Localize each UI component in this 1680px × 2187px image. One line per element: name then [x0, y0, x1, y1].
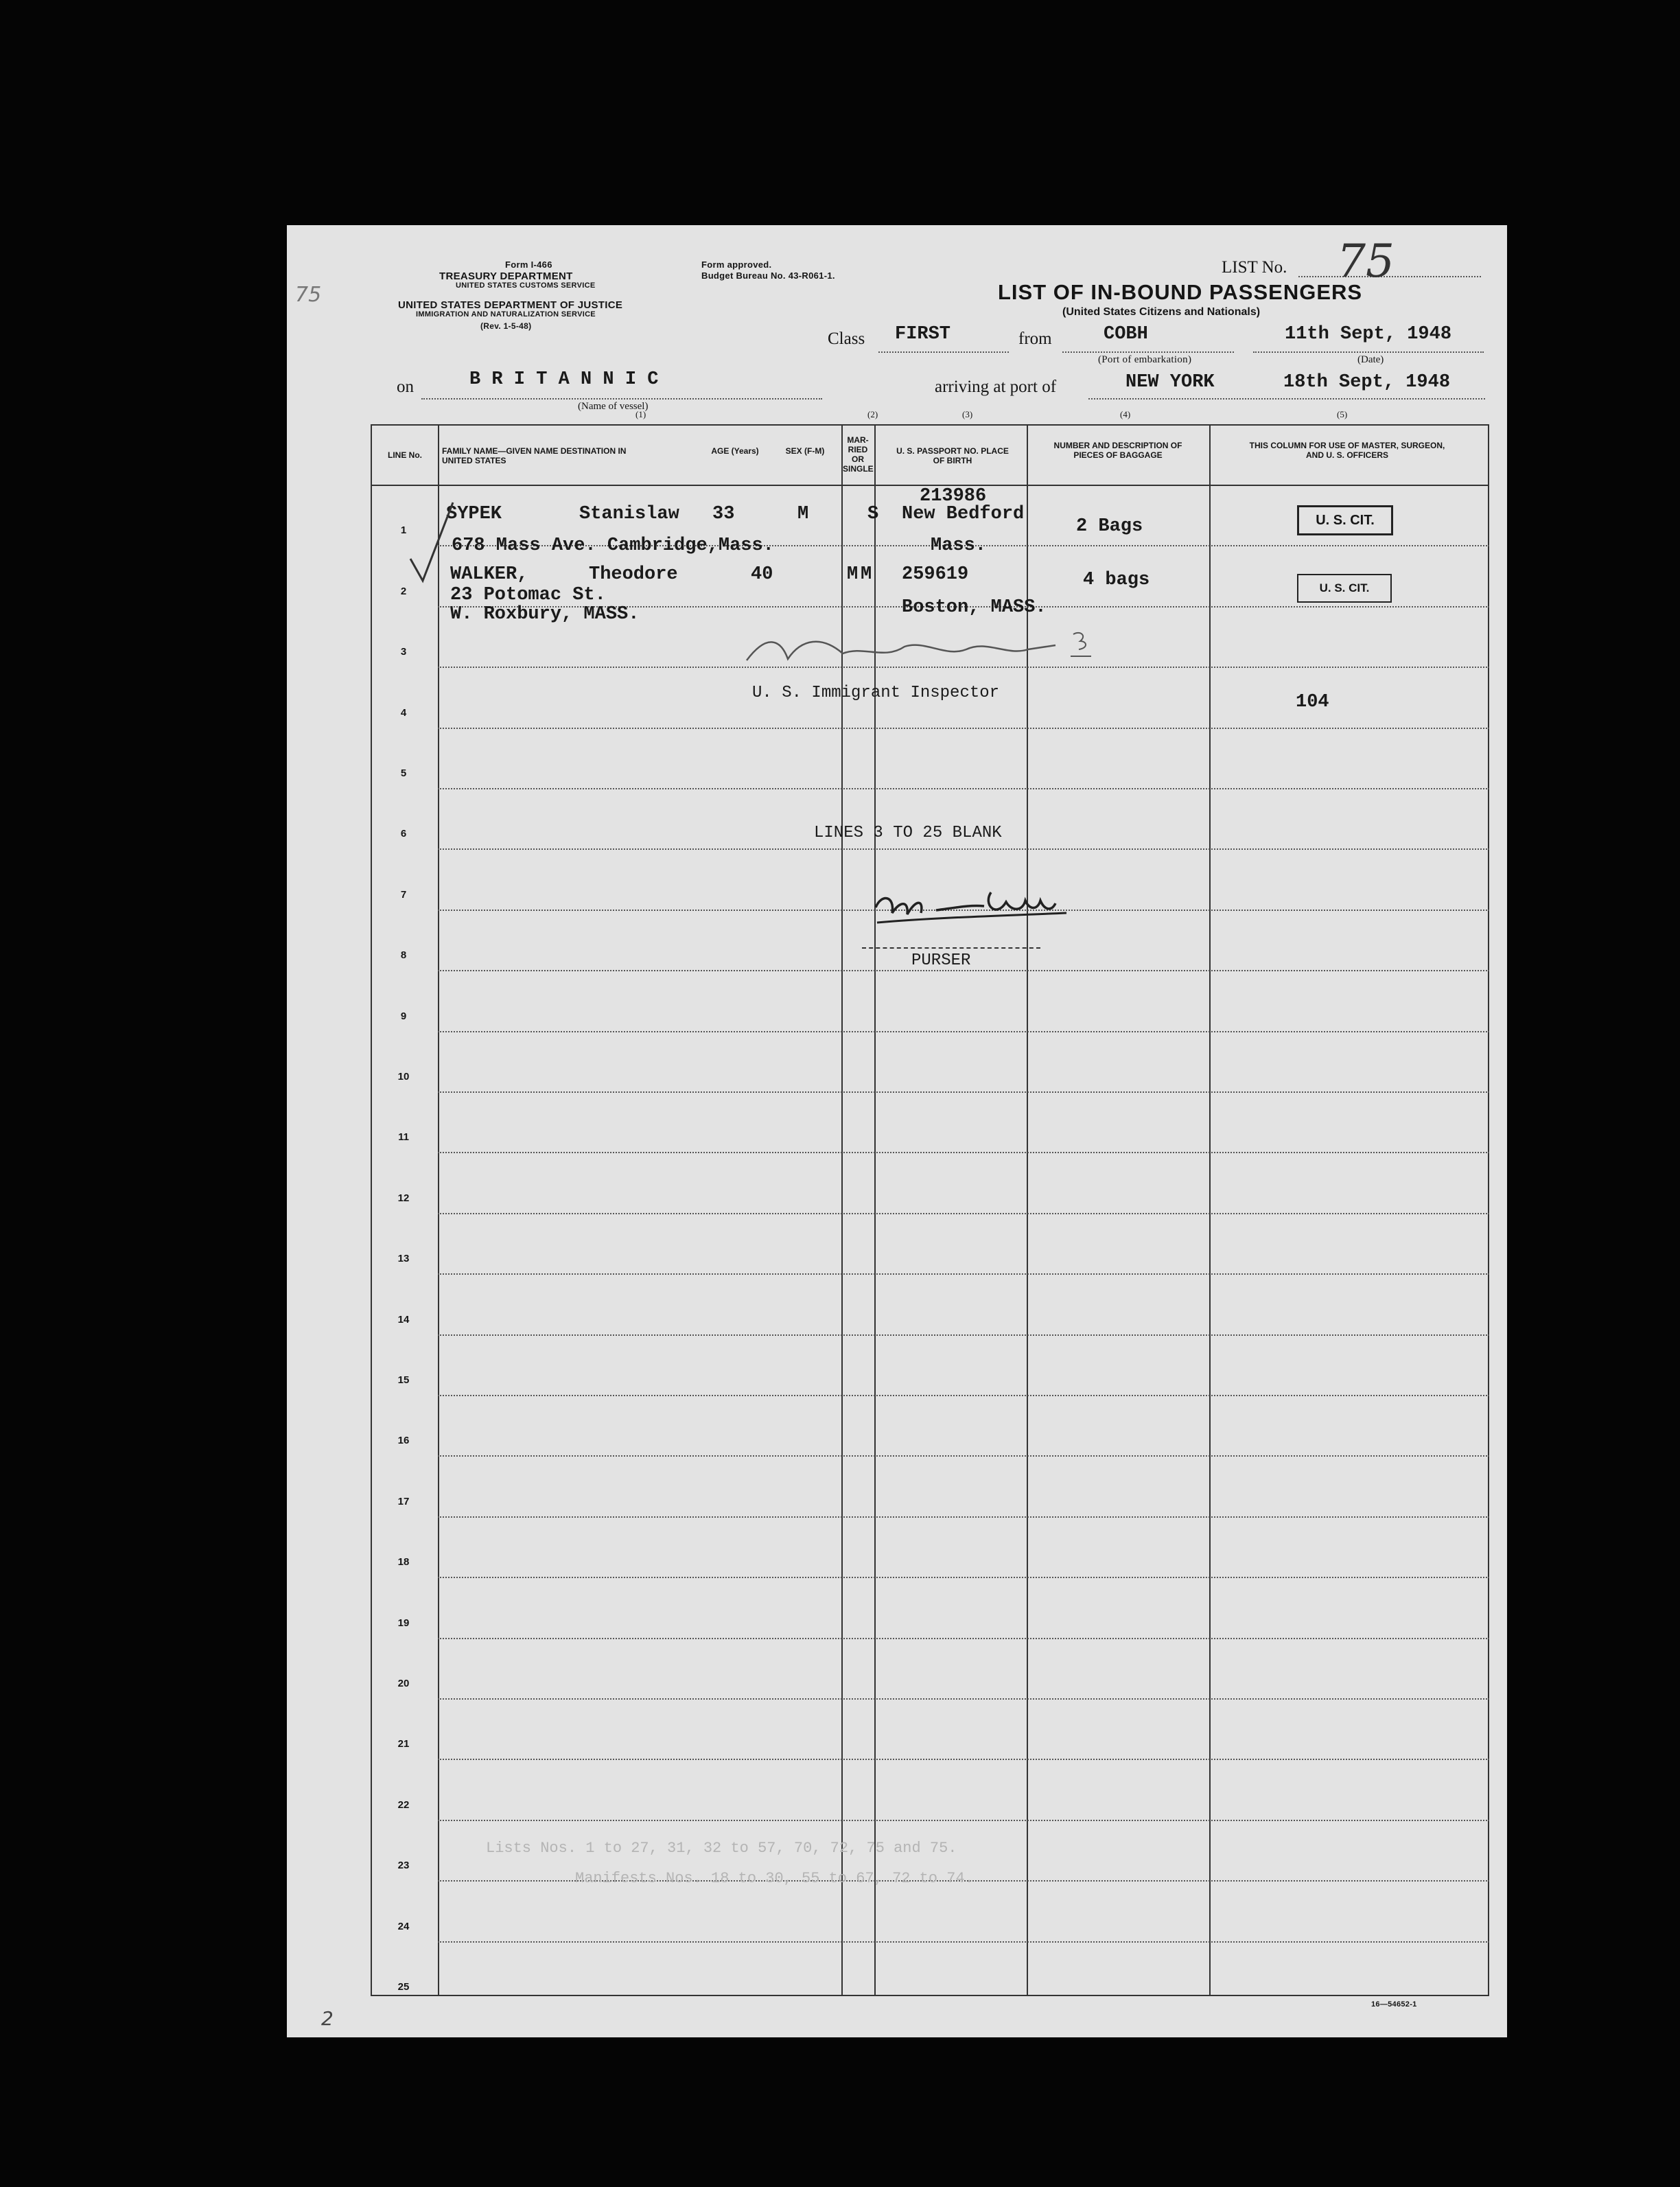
- line-number: 2: [400, 585, 407, 597]
- passenger-2-surname: WALKER,: [450, 564, 528, 585]
- margin-note: 75: [295, 283, 322, 307]
- passenger-2-marital: M: [861, 564, 872, 585]
- class-value: FIRST: [895, 324, 951, 345]
- form-approved: Form approved.: [701, 259, 772, 270]
- line-number: 15: [397, 1374, 410, 1386]
- line-number: 17: [397, 1495, 410, 1507]
- passenger-1-given-name: Stanislaw: [579, 504, 679, 524]
- passenger-1-surname: SYPEK: [446, 504, 502, 524]
- margin-note: 2: [321, 2007, 334, 2030]
- lines-blank-note: LINES 3 TO 25 BLANK: [814, 824, 1002, 842]
- passenger-2-address-line-1: 23 Potomac St.: [450, 585, 606, 605]
- col-divider: [1209, 424, 1211, 1996]
- table-row-rule: [438, 728, 1489, 729]
- line-number: 21: [397, 1738, 410, 1750]
- passenger-2-passport: 259619: [902, 564, 969, 585]
- line-number: 3: [400, 646, 407, 658]
- line-number: 9: [400, 1010, 407, 1022]
- table-row-rule: [438, 1638, 1489, 1639]
- purser-rule: [862, 947, 1040, 949]
- col-number-5: (5): [1337, 409, 1348, 419]
- col-number-2: (2): [867, 409, 878, 419]
- line-number: 5: [400, 767, 407, 779]
- vessel-caption: (Name of vessel): [578, 401, 649, 412]
- line-number: 10: [397, 1071, 410, 1083]
- passenger-1-birth-state: Mass.: [931, 535, 987, 556]
- inspector-number: 104: [1296, 692, 1329, 713]
- passenger-1-citizen-stamp: U. S. CIT.: [1297, 505, 1393, 535]
- table-row-rule: [438, 1031, 1489, 1032]
- bleed-through-text: Lists Nos. 1 to 27, 31, 32 to 57, 70, 72, 75 and 75.: [486, 1840, 957, 1857]
- vessel-name: B R I T A N N I C: [469, 369, 659, 390]
- table-row-rule: [438, 1395, 1489, 1396]
- header-sex: SEX (F-M): [785, 446, 825, 456]
- table-row-rule: [438, 1152, 1489, 1153]
- ins-service: IMMIGRATION AND NATURALIZATION SERVICE: [416, 310, 596, 319]
- class-label: Class: [828, 329, 865, 348]
- table-row-rule: [438, 1698, 1489, 1700]
- table-row-rule: [438, 1273, 1489, 1275]
- date-caption: (Date): [1357, 354, 1384, 365]
- header-baggage: NUMBER AND DESCRIPTION OF PIECES OF BAGGAGE: [1053, 441, 1182, 460]
- check-mark-icon: [408, 500, 456, 589]
- line-number: 1: [400, 524, 407, 537]
- line-number: 19: [397, 1617, 410, 1629]
- passenger-1-age: 33: [712, 504, 735, 524]
- header-line-no: LINE No.: [388, 450, 422, 460]
- table-row-rule: [438, 1516, 1489, 1518]
- line-number: 8: [400, 949, 407, 962]
- list-no-label: LIST No.: [1222, 258, 1287, 277]
- port-caption: (Port of embarkation): [1098, 354, 1192, 365]
- customs-service: UNITED STATES CUSTOMS SERVICE: [456, 281, 596, 290]
- line-number: 7: [400, 888, 407, 901]
- header-name: FAMILY NAME—GIVEN NAME DESTINATION IN UNITED STATES: [442, 446, 627, 465]
- col-divider: [438, 424, 439, 1996]
- list-number: 75: [1337, 235, 1395, 288]
- arrival-port: NEW YORK: [1125, 372, 1215, 393]
- page-subtitle: (United States Citizens and Nationals): [1062, 306, 1261, 318]
- table-row-rule: [438, 1213, 1489, 1214]
- departure-date: 11th Sept, 1948: [1285, 324, 1452, 345]
- line-number: 20: [397, 1678, 410, 1689]
- budget-bureau: Budget Bureau No. 43-R061-1.: [701, 270, 835, 281]
- passenger-1-passport: 213986: [920, 486, 987, 507]
- table-row-rule: [438, 788, 1489, 789]
- revision-date: (Rev. 1-5-48): [480, 321, 532, 331]
- line-number: 13: [397, 1253, 410, 1265]
- passenger-1-baggage: 2 Bags: [1076, 516, 1143, 537]
- col-number-4: (4): [1120, 409, 1131, 419]
- line-number: 18: [397, 1556, 410, 1569]
- port-rule: [1062, 351, 1234, 353]
- page-title: LIST OF IN-BOUND PASSENGERS: [998, 280, 1363, 304]
- vessel-rule: [421, 398, 822, 400]
- table-row-rule: [438, 1455, 1489, 1457]
- manifest-page: [287, 225, 1507, 2037]
- line-number: 23: [397, 1860, 410, 1872]
- line-number: 4: [400, 706, 407, 719]
- line-number: 22: [397, 1798, 410, 1811]
- purser-label: PURSER: [911, 951, 971, 970]
- passenger-2-age: 40: [751, 564, 773, 585]
- justice-department: UNITED STATES DEPARTMENT OF JUSTICE: [398, 299, 623, 311]
- passenger-2-given-name: Theodore: [589, 564, 678, 585]
- table-row-rule: [438, 1091, 1489, 1093]
- table-row-rule: [438, 848, 1489, 850]
- bleed-through-text: Manifests Nos. 18 to 30, 55 to 67, 72 to 74.: [575, 1870, 974, 1887]
- line-number: 25: [397, 1981, 410, 1993]
- passenger-2-address-line-2: W. Roxbury, MASS.: [450, 604, 640, 625]
- line-number: 6: [400, 828, 407, 840]
- inspector-signature: [740, 626, 1097, 674]
- passenger-1-birthplace: New Bedford: [902, 504, 1025, 524]
- line-number: 12: [397, 1192, 410, 1204]
- arrival-date: 18th Sept, 1948: [1283, 372, 1451, 393]
- col-number-3: (3): [962, 409, 973, 419]
- on-label: on: [397, 378, 414, 396]
- class-rule: [878, 351, 1009, 353]
- table-row-rule: [438, 1334, 1489, 1336]
- table-row-rule: [438, 1759, 1489, 1760]
- passenger-1-marital: S: [867, 504, 879, 524]
- passenger-2-sex: M: [847, 564, 859, 585]
- line-number: 24: [397, 1920, 410, 1932]
- header-marital: MAR-RIED OR SINGLE: [843, 435, 874, 474]
- header-officers: THIS COLUMN FOR USE OF MASTER, SURGEON, AND U. S. OFFICERS: [1249, 441, 1445, 460]
- arriving-label: arriving at port of: [935, 378, 1057, 396]
- embarkation-port: COBH: [1104, 324, 1148, 345]
- table-row-rule: [438, 1941, 1489, 1943]
- form-number: Form I-466: [505, 259, 552, 270]
- from-label: from: [1018, 329, 1052, 348]
- table-row-rule: [438, 1577, 1489, 1578]
- passenger-2-citizen-stamp: U. S. CIT.: [1297, 574, 1392, 603]
- printer-code: 16—54652-1: [1371, 2000, 1417, 2009]
- header-passport: U. S. PASSPORT NO. PLACE OF BIRTH: [896, 446, 1009, 465]
- date-rule: [1253, 351, 1484, 353]
- treasury-department: TREASURY DEPARTMENT: [439, 270, 573, 282]
- table-row-rule: [438, 970, 1489, 971]
- col-number-1: (1): [635, 409, 646, 419]
- passenger-1-sex: M: [797, 504, 809, 524]
- passenger-2-baggage: 4 bags: [1083, 570, 1150, 590]
- header-age: AGE (Years): [711, 446, 759, 456]
- line-number: 14: [397, 1313, 410, 1326]
- arrival-rule: [1088, 398, 1485, 400]
- table-row-rule: [438, 1820, 1489, 1821]
- line-number: 11: [398, 1131, 409, 1144]
- passenger-1-address: 678 Mass Ave. Cambridge,Mass.: [452, 535, 774, 556]
- passenger-2-birthplace: Boston, MASS.: [902, 597, 1047, 618]
- inspector-title: U. S. Immigrant Inspector: [752, 684, 1000, 702]
- purser-signature: [867, 877, 1073, 936]
- line-number: 16: [397, 1435, 410, 1447]
